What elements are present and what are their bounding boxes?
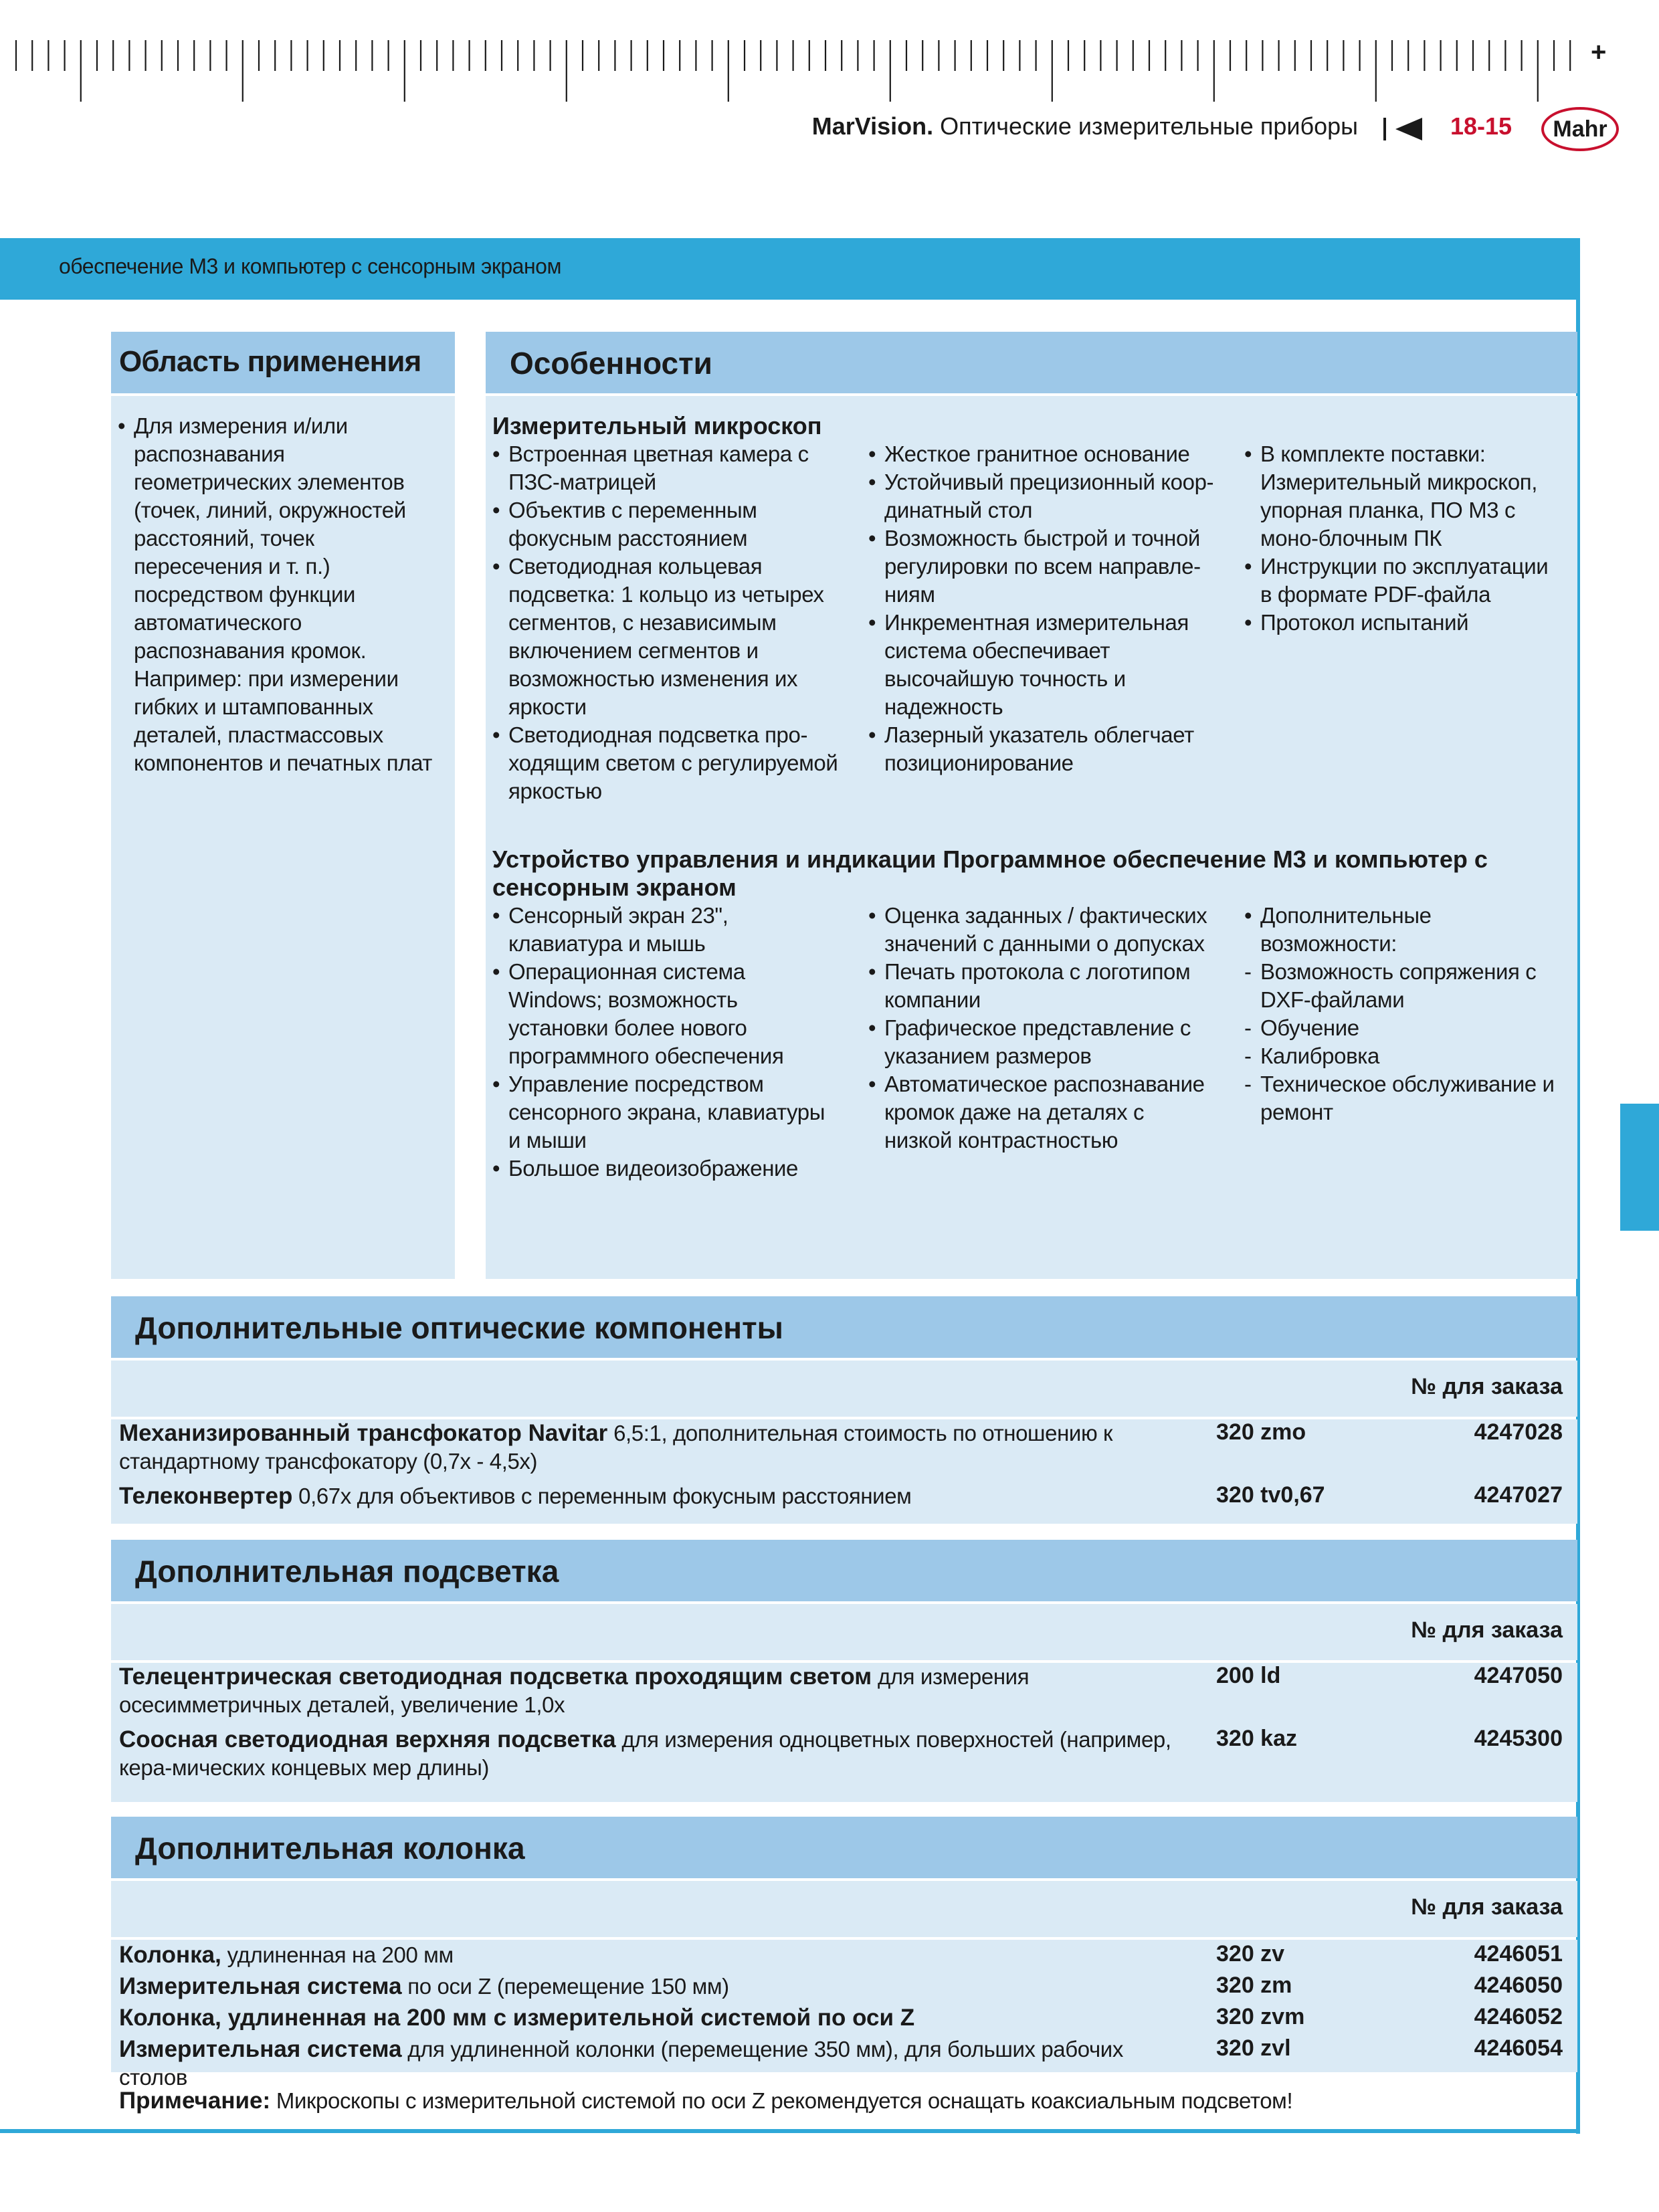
page-header-title [812, 112, 1358, 140]
list-item: • Большое видеоизображение [492, 1154, 840, 1183]
item-code: 320 zm [1216, 1973, 1292, 1998]
order-number-header: № для заказа [1411, 1374, 1563, 1399]
list-item: - Возможность сопряжения с DXF-файлами [1244, 958, 1572, 1014]
list-item: • Возможность быстрой и точной регулировки по всем направле-ниям [868, 524, 1216, 609]
crop-mark-plus: + [1591, 37, 1607, 67]
item-order-number: 4247050 [1474, 1663, 1563, 1688]
list-item: • Сенсорный экран 23", клавиатура и мышь [492, 902, 840, 958]
list-item: - Обучение [1244, 1014, 1572, 1042]
item-name: Телеконвертер [119, 1483, 293, 1509]
application-panel [111, 396, 455, 1279]
list-item: • Встроенная цветная камера с ПЗС-матрицей [492, 440, 840, 496]
item-name: Измерительная система [119, 1973, 402, 1999]
section-band [0, 238, 1580, 300]
brand-name: MarVision. [811, 112, 934, 140]
page-ruler [0, 27, 1605, 107]
page-number: 18-15 [1450, 112, 1512, 140]
list-item: • Печать протокола с логотипом компании [868, 958, 1216, 1014]
item-code: 320 zvm [1216, 2004, 1305, 2029]
lighting-order-header-row [111, 1604, 1577, 1660]
list-item: • Операционная система Windows; возможность установки более нового программного обеспечения [492, 958, 840, 1070]
list-item: • Автоматическое распознавание кромок даже на деталях с низкой контрастностью [868, 1070, 1216, 1154]
lighting-rows [111, 1663, 1577, 1802]
column-order-header-row [111, 1881, 1577, 1937]
item-code: 200 ld [1216, 1663, 1281, 1688]
application-list [118, 412, 446, 777]
list-item: • Инкрементная измерительная система обеспечивает высочайшую точность и надежность [868, 609, 1216, 721]
item-name: Измерительная система [119, 2036, 402, 2062]
item-order-number: 4245300 [1474, 1726, 1563, 1751]
list-item: • Объектив с переменным фокусным расстоянием [492, 496, 840, 552]
features-panel [486, 396, 1577, 1279]
column-note [119, 2087, 1564, 2115]
list-item: • В комплекте поставки: Измерительный микроскоп, упорная планка, ПО M3 с моно-блочным ПК [1244, 440, 1565, 552]
item-order-number: 4246052 [1474, 2004, 1563, 2029]
list-item: - Техническое обслуживание и ремонт [1244, 1070, 1572, 1126]
microscope-list-col2 [868, 440, 1216, 777]
mahr-logo: Mahr [1541, 107, 1619, 151]
list-item: • Устойчивый прецизионный коор-динатный стол [868, 468, 1216, 524]
item-name: Механизированный трансфокатор Navitar [119, 1420, 608, 1446]
extra-options-lead [1244, 902, 1572, 958]
control-subheading: Устройство управления и индикации Программное обеспечение M3 и компьютер с сенсорным экраном [492, 845, 1488, 901]
optics-heading-bar [111, 1296, 1577, 1358]
optics-rows [111, 1419, 1577, 1524]
chapter-tab[interactable] [1620, 1104, 1659, 1231]
optics-heading: Дополнительные оптические компоненты [135, 1310, 783, 1345]
optics-order-header-row [111, 1361, 1577, 1417]
list-item: • Дополнительные возможности: [1244, 902, 1572, 958]
table-row [119, 1482, 1189, 1510]
table-row [119, 2004, 1189, 2032]
list-item: • Светодиодная кольцевая подсветка: 1 кольцо из четырех сегментов, с независимым включением сегментов и возможностью изменения их яркости [492, 552, 840, 721]
list-item: • Инструкции по эксплуатации в формате PDF-файла [1244, 552, 1565, 609]
table-row [119, 1419, 1189, 1476]
list-item: • Лазерный указатель облегчает позиционирование [868, 721, 1216, 777]
list-item: - Калибровка [1244, 1042, 1572, 1070]
microscope-subheading: Измерительный микроскоп [492, 412, 822, 439]
header-separator [1383, 118, 1386, 140]
list-item: • Протокол испытаний [1244, 609, 1565, 637]
item-order-number: 4246051 [1474, 1941, 1563, 1967]
item-description: для измерения одноцветных поверхностей (например, кера-мических концевых мер длины) [119, 1727, 1171, 1780]
item-description: удлиненная на 200 мм [221, 1942, 454, 1967]
column-heading-bar [111, 1817, 1577, 1878]
item-code: 320 kaz [1216, 1726, 1297, 1751]
item-code: 320 zmo [1216, 1419, 1306, 1445]
column-heading: Дополнительная колонка [135, 1831, 525, 1866]
control-list-col3 [1244, 902, 1572, 1126]
item-description: 6,5:1, дополнительная стоимость по отношению к стандартному трансфокатору (0,7x - 4,5x) [119, 1421, 1113, 1474]
item-order-number: 4246050 [1474, 1973, 1563, 1998]
item-name: Колонка, [119, 1942, 221, 1968]
microscope-list-col3 [1244, 440, 1565, 637]
control-list-col1 [492, 902, 840, 1183]
lighting-heading-bar [111, 1540, 1577, 1601]
header-subtitle: Оптические измерительные приборы [933, 112, 1358, 140]
table-row [119, 1941, 1189, 1969]
application-heading: Область применения [119, 345, 421, 378]
lighting-heading: Дополнительная подсветка [135, 1554, 559, 1589]
microscope-list-col1 [492, 440, 840, 805]
list-item: • Графическое представление с указанием размеров [868, 1014, 1216, 1070]
section-band-text: обеспечение M3 и компьютер с сенсорным экраном [59, 254, 561, 278]
extra-options-list [1244, 958, 1572, 1126]
item-code: 320 tv0,67 [1216, 1482, 1325, 1508]
list-item: • Управление посредством сенсорного экрана, клавиатуры и мыши [492, 1070, 840, 1154]
control-list-col2 [868, 902, 1216, 1154]
item-name: Соосная светодиодная верхняя подсветка [119, 1726, 616, 1752]
list-item: • Жесткое гранитное основание [868, 440, 1216, 468]
table-row [119, 1973, 1189, 2001]
item-description: 0,67x для объективов с переменным фокусным расстоянием [292, 1484, 912, 1508]
features-heading-bar [486, 332, 1577, 393]
item-name: Колонка, удлиненная на 200 мм с измерительной системой по оси Z [119, 2005, 915, 2031]
item-description: по оси Z (перемещение 150 мм) [401, 1974, 729, 1999]
list-item: • Оценка заданных / фактических значений с данными о допусках [868, 902, 1216, 958]
order-number-header: № для заказа [1411, 1894, 1563, 1920]
item-order-number: 4247028 [1474, 1419, 1563, 1445]
item-order-number: 4246054 [1474, 2035, 1563, 2061]
features-heading: Особенности [510, 346, 712, 381]
item-order-number: 4247027 [1474, 1482, 1563, 1508]
list-item: • Для измерения и/или распознавания геометрических элементов (точек, линий, окружностей расстояний, точек пересечения и т. п.) посредством функции автоматического распознавания кромок. Например: при измерении гибких и штампованных деталей, пластмассовых компонентов и печатных плат [118, 412, 446, 777]
note-label: Примечание: [119, 2088, 271, 2114]
table-row [119, 1726, 1189, 1782]
item-code: 320 zvl [1216, 2035, 1291, 2061]
column-rows [111, 1940, 1577, 2090]
note-text: Микроскопы с измерительной системой по оси Z рекомендуется оснащать коаксиальным подсветом! [270, 2088, 1293, 2113]
order-number-header: № для заказа [1411, 1617, 1563, 1643]
application-heading-bar [111, 332, 455, 393]
item-description: для удлиненной колонки (перемещение 350 мм), для больших рабочих столов [119, 2037, 1123, 2090]
item-description: для измерения осесимметричных деталей, увеличение 1,0x [119, 1664, 1030, 1717]
frame-bottom-line [0, 2129, 1580, 2133]
item-name: Телецентрическая светодиодная подсветка проходящим светом [119, 1664, 872, 1690]
back-arrow-icon[interactable] [1395, 118, 1422, 140]
list-item: • Светодиодная подсветка про-ходящим светом с регулируемой яркостью [492, 721, 840, 805]
table-row [119, 2035, 1189, 2092]
item-code: 320 zv [1216, 1941, 1285, 1967]
table-row [119, 1663, 1209, 1719]
